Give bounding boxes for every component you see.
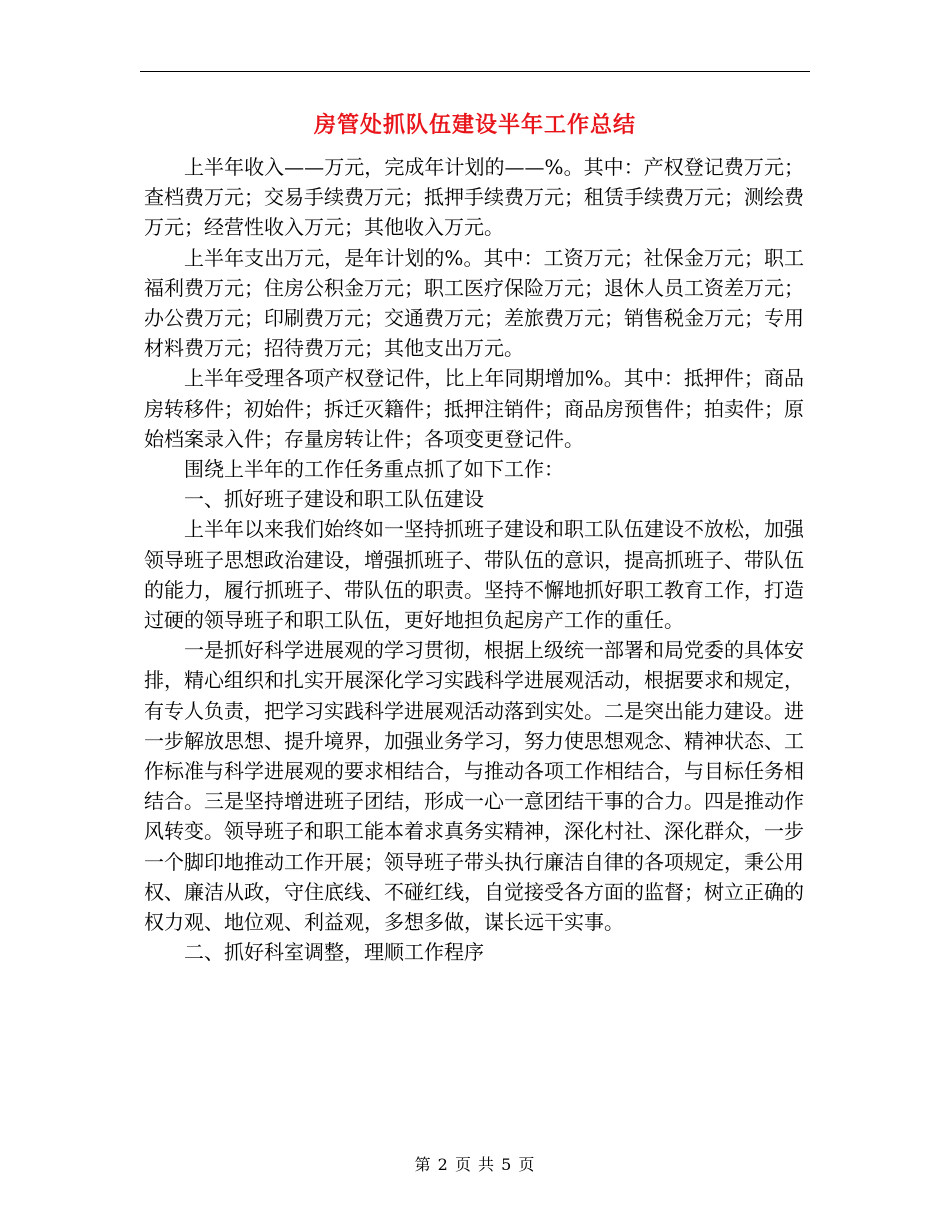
header-divider — [140, 71, 810, 72]
paragraph-registrations: 上半年受理各项产权登记件，比上年同期增加%。其中：抵押件；商品房转移件；初始件；拆迁灭籍件；抵押注销件；商品房预售件；拍卖件；原始档案录入件；存量房转让件；各项变更登记件。 — [144, 366, 804, 451]
page-number: 第 2 页 共 5 页 — [414, 1155, 536, 1174]
paragraph-income: 上半年收入——万元，完成年计划的——%。其中：产权登记费万元；查档费万元；交易手续费万元；抵押手续费万元；租赁手续费万元；测绘费万元；经营性收入万元；其他收入万元。 — [144, 155, 804, 240]
paragraph-work-intro: 围绕上半年的工作任务重点抓了如下工作： — [184, 457, 564, 482]
section-heading-1: 一、抓好班子建设和职工队伍建设 — [184, 487, 484, 512]
paragraph-expenditure: 上半年支出万元，是年计划的%。其中：工资万元；社保金万元；职工福利费万元；住房公积金万元；职工医疗保险万元；退休人员工资差万元；办公费万元；印刷费万元；交通费万元；差旅费万元；销售税金万元；专用材料费万元；招待费万元；其他支出万元。 — [144, 245, 804, 361]
paragraph-measures: 一是抓好科学进展观的学习贯彻，根据上级统一部署和局党委的具体安排，精心组织和扎实开展深化学习实践科学进展观活动，根据要求和规定，有专人负责，把学习实践科学进展观活动落到实处。二是突出能力建设。进一步解放思想、提升境界，加强业务学习，努力使思想观念、精神状态、工作标准与科学进展观的要求相结合，与推动各项工作相结合，与目标任务相结合。三是坚持增进班子团结，形成一心一意团结干事的合力。四是推动作风转变。领导班子和职工能本着求真务实精神，深化村社、深化群众，一步一个脚印地推动工作开展；领导班子带头执行廉洁自律的各项规定，秉公用权、廉洁从政，守住底线、不碰红线，自觉接受各方面的监督；树立正确的权力观、地位观、利益观，多想多做，谋长远干实事。 — [144, 638, 804, 935]
paragraph-team-building: 上半年以来我们始终如一坚持抓班子建设和职工队伍建设不放松，加强领导班子思想政治建设，增强抓班子、带队伍的意识，提高抓班子、带队伍的能力，履行抓班子、带队伍的职责。坚持不懈地抓好职工教育工作，打造过硬的领导班子和职工队伍，更好地担负起房产工作的重任。 — [144, 517, 804, 633]
document-title: 房管处抓队伍建设半年工作总结 — [313, 112, 636, 138]
section-heading-2: 二、抓好科室调整，理顺工作程序 — [184, 940, 484, 965]
document-body — [144, 152, 804, 967]
